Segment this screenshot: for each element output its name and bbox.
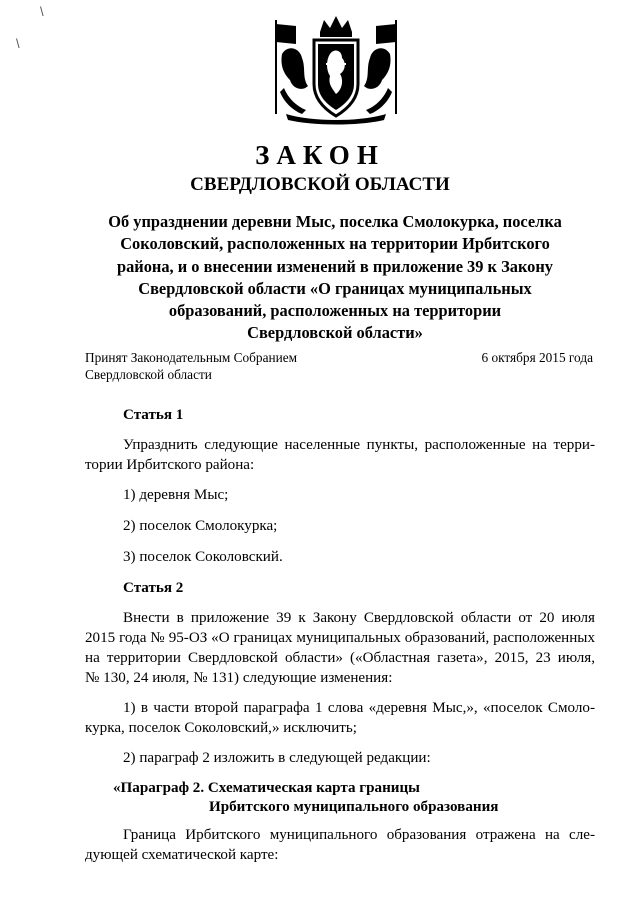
list-item: 1) деревня Мыс; xyxy=(123,487,229,503)
list-item: 2) поселок Смолокурка; xyxy=(123,518,278,534)
list-item: 3) поселок Соколовский. xyxy=(123,549,283,565)
subject-line: Соколовский, расположенных на территории Ирбитского xyxy=(120,234,550,254)
text-line: Внести в приложение 39 к Закону Свердловской области от 20 июля xyxy=(123,610,595,626)
subject-line: Свердловской области «О границах муниципальных xyxy=(138,278,532,298)
paragraph-2-heading xyxy=(113,779,595,817)
text-line: Упразднить следующие населенные пункты, расположенные на терри- xyxy=(123,437,595,453)
law-title: ЗАКОН xyxy=(255,140,385,170)
article-1-heading: Статья 1 xyxy=(123,407,184,423)
text-line: на территории Свердловской области» («Областная газета», 2015, 23 июля, xyxy=(85,650,595,666)
subject-line: образований, расположенных на территории xyxy=(168,301,502,321)
adoption-body-line: Свердловской области xyxy=(85,367,212,382)
text-line: тории Ирбитского района: xyxy=(85,457,255,473)
article-2-intro xyxy=(85,608,595,688)
scan-mark-top: \ xyxy=(40,4,44,19)
subject-line: Свердловской области» xyxy=(247,323,423,343)
text-line: курка, поселок Соколовский,» исключить; xyxy=(85,720,357,736)
change-1 xyxy=(85,698,595,738)
change-2: 2) параграф 2 изложить в следующей редакции: xyxy=(123,750,431,766)
subject-line: Об упразднении деревни Мыс, поселка Смолокурка, поселка xyxy=(108,212,562,231)
boundary-text xyxy=(85,825,595,865)
adoption-body xyxy=(85,349,297,383)
text-line: Граница Ирбитского муниципального образования отражена на сле- xyxy=(123,827,595,843)
region-title: СВЕРДЛОВСКОЙ ОБЛАСТИ xyxy=(190,174,450,195)
text-line: дующей схематической карте: xyxy=(85,847,279,863)
article-2-heading: Статья 2 xyxy=(123,580,184,596)
subject-line: района, и о внесении изменений в приложение 39 к Закону xyxy=(116,256,554,276)
law-body xyxy=(85,405,595,875)
scan-mark-side: \ xyxy=(16,36,20,51)
text-line: 2015 года № 95-ОЗ «О границах муниципальных образований, расположенных xyxy=(85,630,595,646)
text-line: № 130, 24 июля, № 131) следующие изменения: xyxy=(85,670,393,686)
coat-of-arms-icon xyxy=(262,14,410,126)
adoption-body-line: Принят Законодательным Собранием xyxy=(85,350,298,365)
text-line: 1) в части второй параграфа 1 слова «деревня Мыс,», «поселок Смоло- xyxy=(123,700,595,716)
adoption-date: 6 октября 2015 года xyxy=(481,350,593,365)
paragraph-heading-line: Ирбитского муниципального образования xyxy=(209,799,499,815)
paragraph-heading-line: «Параграф 2. Схематическая карта границы xyxy=(113,780,420,796)
law-subject xyxy=(70,211,600,345)
article-1-intro xyxy=(85,435,595,475)
